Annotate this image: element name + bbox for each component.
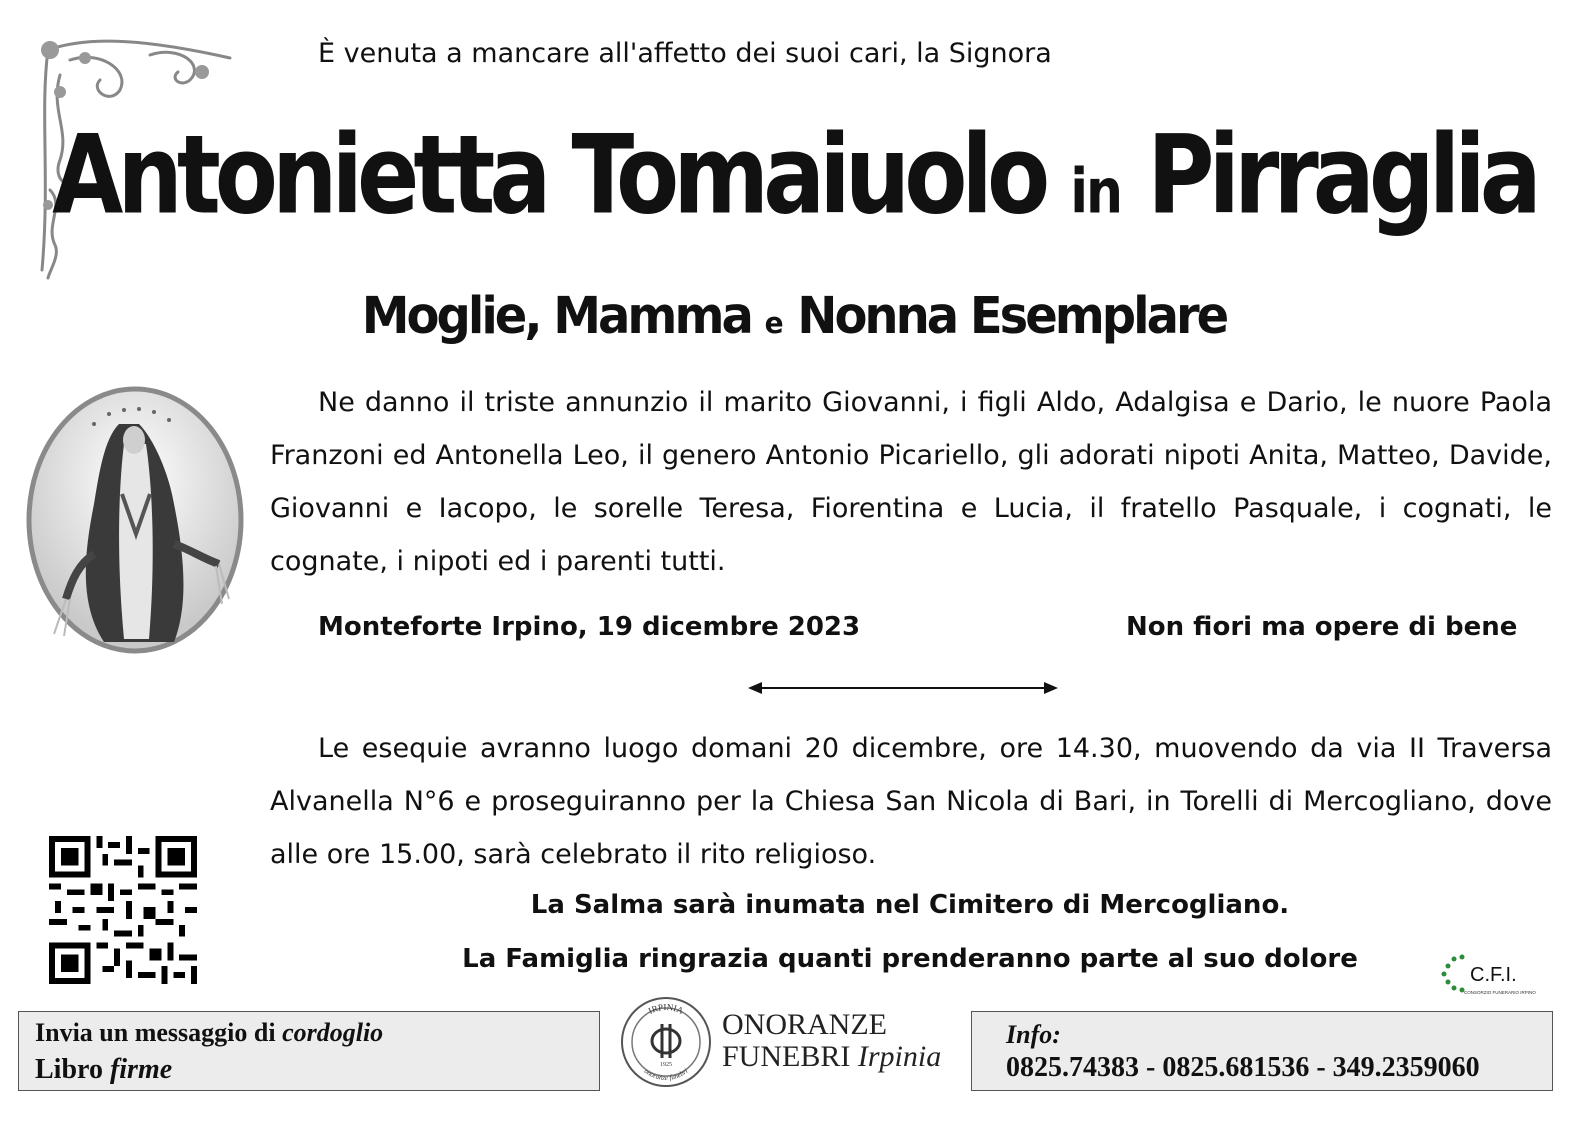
emblem-top-text: IRPINIA (646, 1001, 686, 1016)
emblem-bottom-text: onoranze funebri (642, 1067, 690, 1083)
cfi-logo (1440, 950, 1540, 1000)
condolence-emphasis: cordoglio (282, 1018, 384, 1047)
agency-emblem-logo (618, 994, 714, 1090)
double-arrow-icon (748, 679, 1058, 697)
guestbook-prefix: Libro (35, 1054, 110, 1085)
agency-line2-prefix: FUNEBRI (722, 1040, 858, 1073)
info-box (971, 1011, 1553, 1091)
funeral-text: Le esequie avranno luogo domani 20 dicembre, ore 14.30, muovendo da via II Traversa Alvanella N°6 e proseguiranno per la Chiesa San Nicola di Bari, in Torelli di Mercogliano, dove alle ore 15.00, sarà celebrato il rito religioso. (270, 733, 1552, 870)
funeral-paragraph (270, 722, 1552, 881)
agency-name-line1: ONORANZE (722, 1008, 887, 1041)
agency-name-line2 (722, 1040, 941, 1074)
announcement-paragraph (270, 376, 1552, 588)
condolence-prefix: Invia un messaggio di (35, 1018, 283, 1047)
agency-line2-emphasis: Irpinia (857, 1040, 942, 1073)
condolence-link[interactable] (35, 1018, 383, 1048)
thanks-note: La Famiglia ringrazia quanti prenderanno parte al suo dolore (462, 944, 1358, 974)
subtitle-part2: Nonna Esemplare (783, 286, 1227, 346)
guestbook-link[interactable] (35, 1054, 172, 1086)
name-first-part: Antonietta Tomaiuolo (52, 112, 1071, 239)
subtitle-connector: e (764, 305, 784, 341)
deceased-name (0, 112, 1588, 238)
info-label: Info: (1006, 1020, 1061, 1049)
subtitle-part1: Moglie, Mamma (361, 286, 765, 346)
madonna-portrait (24, 384, 246, 656)
info-phones[interactable]: 0825.74383 - 0825.681536 - 349.2359060 (1006, 1052, 1480, 1083)
cfi-logo-text: C.F.I. (1470, 964, 1517, 986)
burial-note: La Salma sarà inumata nel Cimitero di Mercogliano. (530, 890, 1290, 920)
name-last-part: Pirraglia (1121, 112, 1536, 239)
announcement-text: Ne danno il triste annunzio il marito Giovanni, i figli Aldo, Adalgisa e Dario, le nuore Paola Franzoni ed Antonella Leo, il genero Antonio Picariello, gli adorati nipoti Anita, Matteo, Davide, Giovanni e Iacopo, le sorelle Teresa, Fiorentina e Lucia, il fratello Pasquale, i cognati, le cognate, i nipoti ed i parenti tutti. (270, 387, 1552, 577)
condolence-box[interactable] (18, 1011, 600, 1091)
qr-code-icon[interactable] (48, 836, 198, 984)
emblem-year: 1925 (660, 1062, 672, 1068)
intro-text: È venuta a mancare all'affetto dei suoi cari, la Signora (318, 38, 1052, 69)
place-date: Monteforte Irpino, 19 dicembre 2023 (318, 612, 861, 642)
name-connector: in (1070, 156, 1122, 228)
flowers-note: Non fiori ma opere di bene (1126, 612, 1518, 642)
guestbook-emphasis: firme (109, 1054, 173, 1085)
subtitle (0, 287, 1588, 346)
cfi-logo-subtext: CONSORZIO FUNERARIO IRPINO (1464, 990, 1536, 995)
